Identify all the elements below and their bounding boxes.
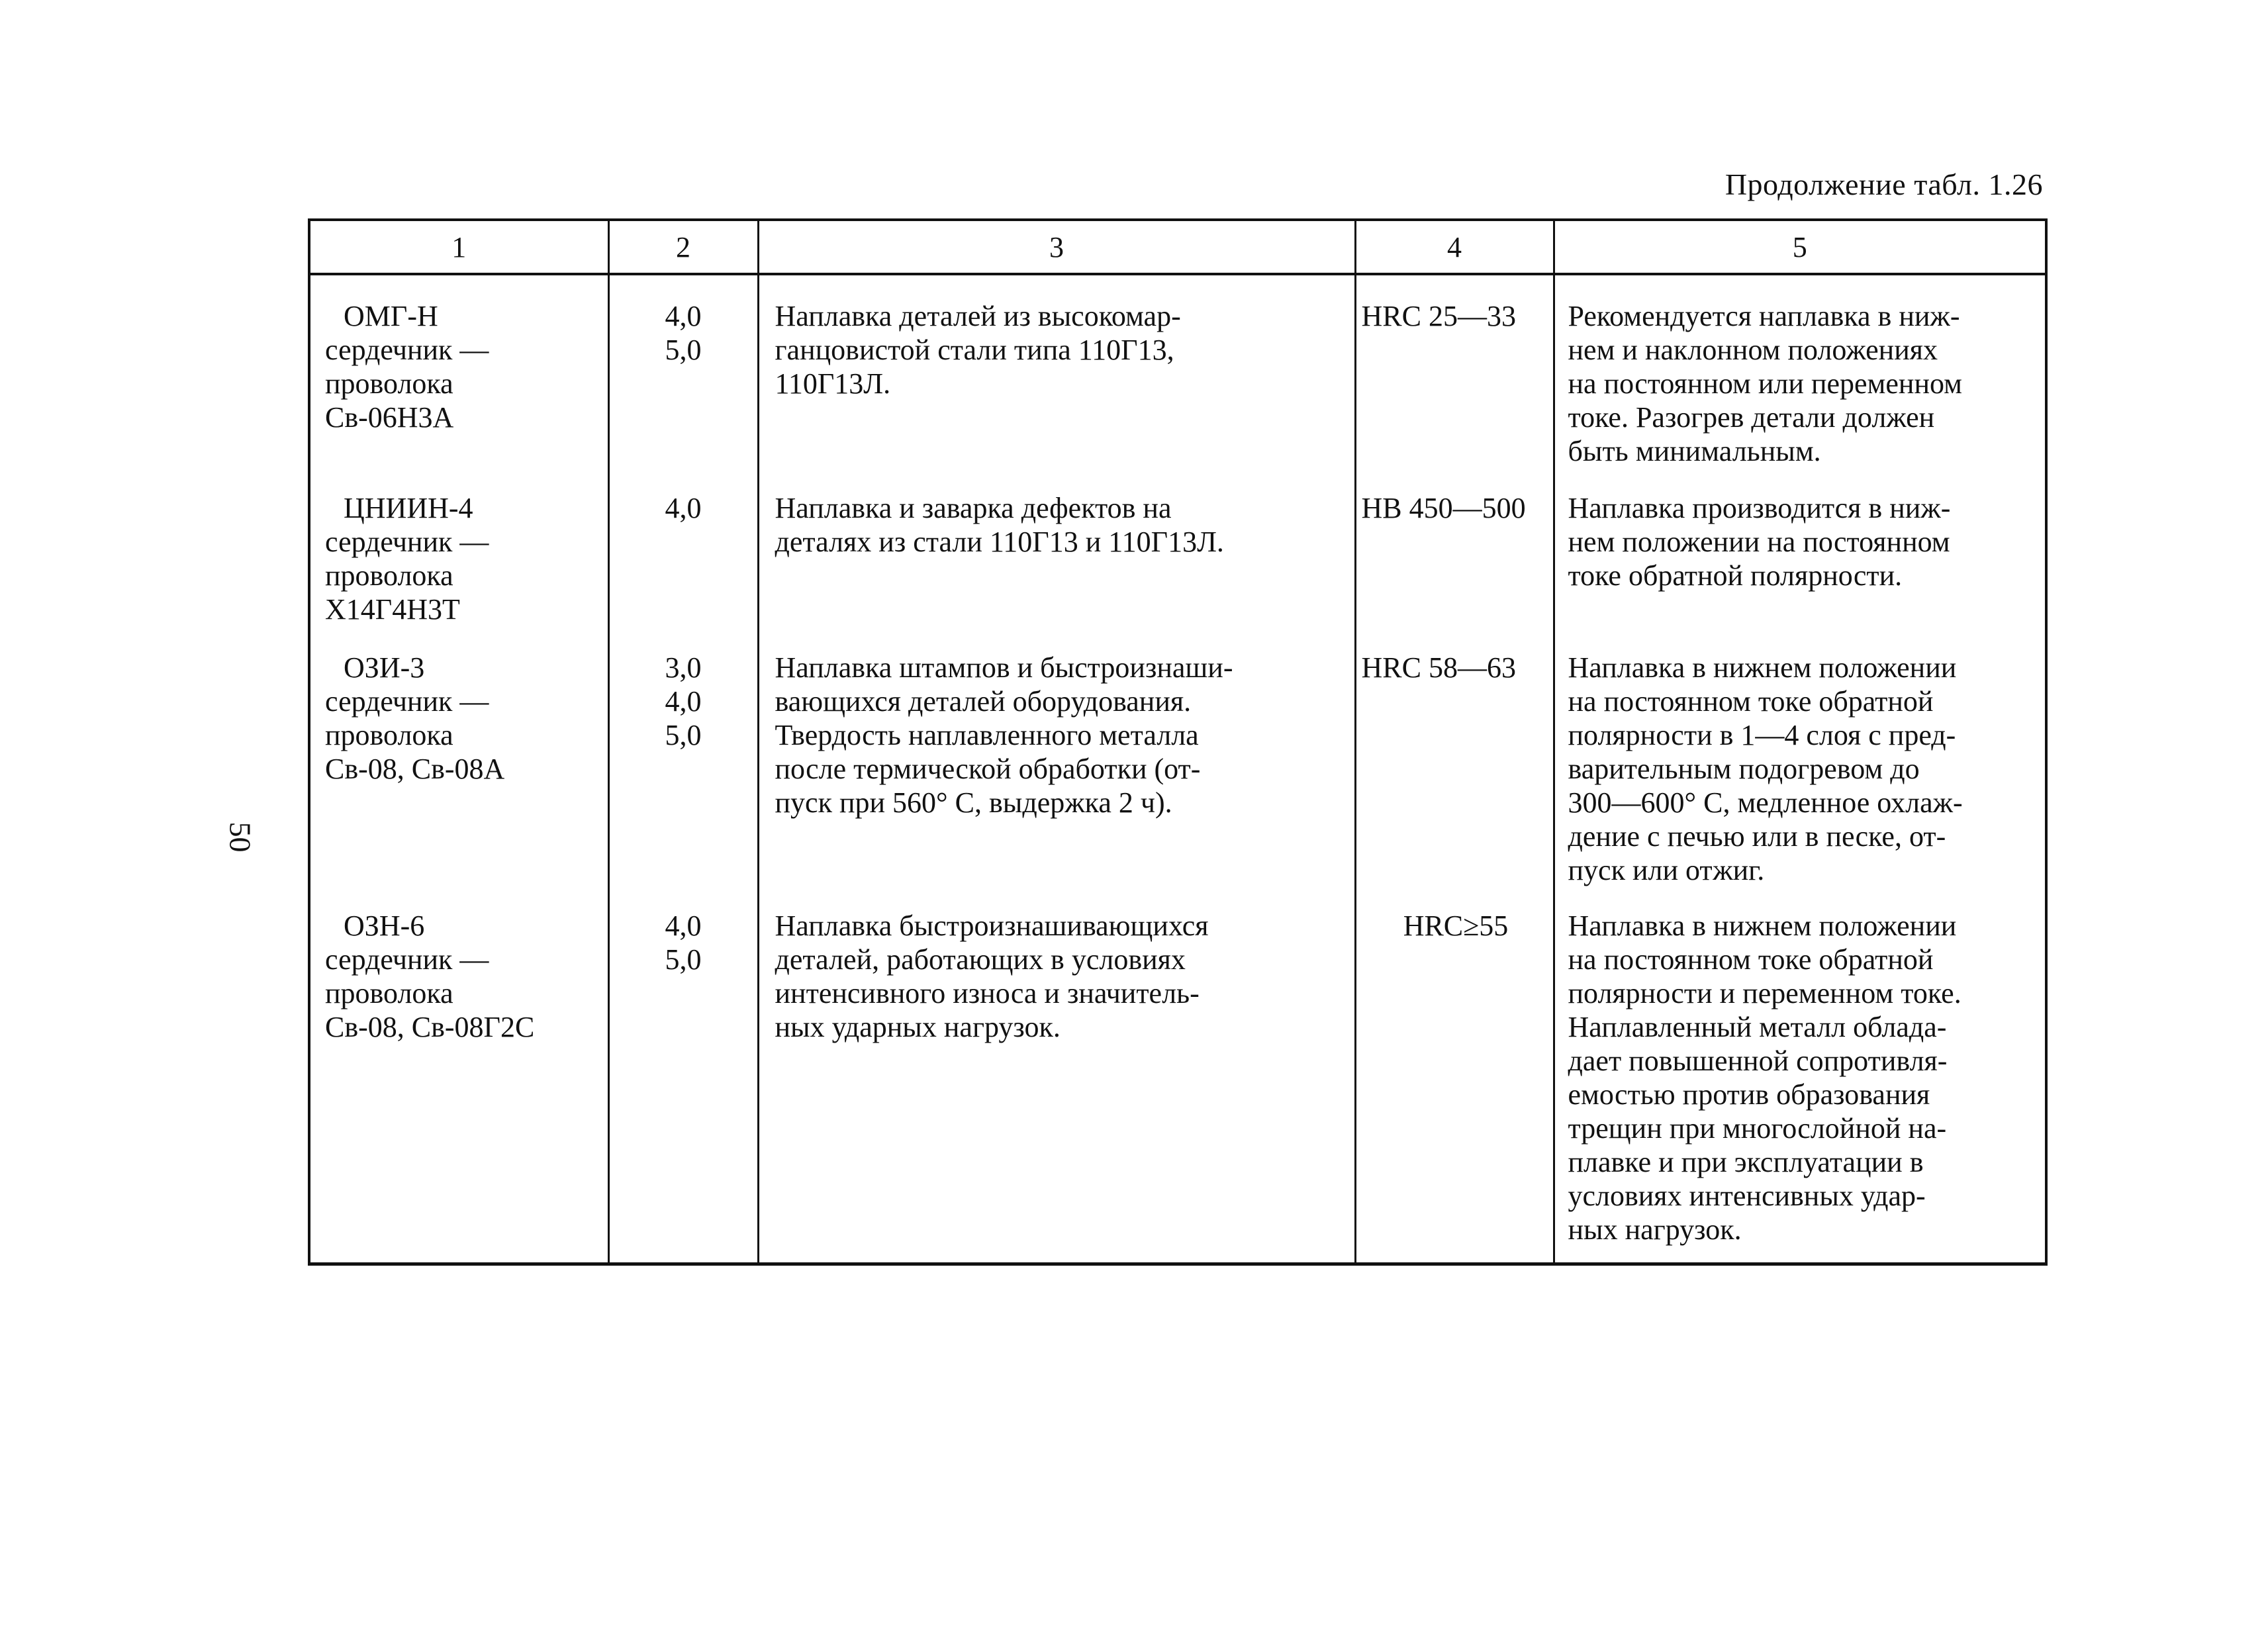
- purpose-line: Твердость наплавленного металла: [775, 719, 1199, 751]
- core-label: сердечник —: [325, 526, 489, 558]
- electrode-name: ОМГ-Н: [344, 300, 438, 332]
- core-label: сердечник —: [325, 685, 489, 718]
- note-line: Наплавленный металл облада-: [1568, 1011, 1947, 1043]
- table-row: [309, 651, 2046, 909]
- note-line: Наплавка в нижнем положении: [1568, 651, 1957, 684]
- electrode-name: ОЗИ-3: [344, 651, 425, 684]
- diameter-cell: [608, 274, 758, 491]
- electrode-name: ОЗН-6: [344, 910, 425, 942]
- notes-cell: [1554, 651, 2046, 909]
- note-line: 300—600° С, медленное охлаж-: [1568, 786, 1963, 819]
- diameter-value: 4,0: [665, 685, 702, 718]
- diameter-value: 3,0: [665, 651, 702, 684]
- electrode-table: [308, 218, 2048, 1266]
- wire-grade: Св-08, Св-08Г2С: [325, 1011, 535, 1043]
- purpose-line: Наплавка деталей из высокомар-: [775, 300, 1181, 332]
- core-label: сердечник —: [325, 943, 489, 976]
- note-line: дение с печью или в песке, от-: [1568, 820, 1946, 853]
- note-line: емостью против образования: [1568, 1078, 1930, 1111]
- wire-label: проволока: [325, 559, 453, 592]
- note-line: дает повышенной сопротивля-: [1568, 1045, 1948, 1077]
- purpose-line: Наплавка и заварка дефектов на: [775, 492, 1172, 524]
- purpose-line: 110Г13Л.: [775, 367, 891, 400]
- note-line: токе обратной полярности.: [1568, 559, 1903, 592]
- column-header: 1: [309, 220, 608, 274]
- electrode-name-cell: [309, 491, 608, 651]
- diameter-value: 5,0: [665, 719, 702, 751]
- wire-grade: Св-06Н3А: [325, 401, 454, 434]
- column-header: 4: [1355, 220, 1554, 274]
- hardness-cell: НВ 450—500: [1355, 491, 1554, 651]
- note-line: нем положении на постоянном: [1568, 526, 1950, 558]
- purpose-cell: [758, 909, 1355, 1264]
- diameter-value: 5,0: [665, 334, 702, 366]
- table-row: [309, 274, 2046, 491]
- diameter-value: 4,0: [665, 910, 702, 942]
- electrode-name-cell: [309, 651, 608, 909]
- purpose-line: Наплавка быстроизнашивающихся: [775, 910, 1209, 942]
- wire-grade: Св-08, Св-08А: [325, 753, 505, 785]
- core-label: сердечник —: [325, 334, 489, 366]
- note-line: токе. Разогрев детали должен: [1568, 401, 1935, 434]
- purpose-line: пуск при 560° С, выдержка 2 ч).: [775, 786, 1172, 819]
- column-header: 3: [758, 220, 1355, 274]
- table-row: [309, 909, 2046, 1264]
- purpose-line: вающихся деталей оборудования.: [775, 685, 1192, 718]
- purpose-cell: [758, 274, 1355, 491]
- hardness-cell: HRC 25—33: [1355, 274, 1554, 491]
- purpose-line: интенсивного износа и значитель-: [775, 977, 1200, 1009]
- purpose-cell: [758, 651, 1355, 909]
- wire-label: проволока: [325, 367, 453, 400]
- diameter-value: 5,0: [665, 943, 702, 976]
- electrode-name-cell: [309, 909, 608, 1264]
- note-line: плавке и при эксплуатации в: [1568, 1146, 1924, 1178]
- notes-cell: [1554, 909, 2046, 1264]
- page-number: 50: [223, 821, 258, 853]
- table-caption: Продолжение табл. 1.26: [1725, 167, 2043, 201]
- diameter-value: 4,0: [665, 300, 702, 332]
- note-line: полярности и переменном токе.: [1568, 977, 1961, 1009]
- purpose-line: деталей, работающих в условиях: [775, 943, 1186, 976]
- note-line: Наплавка производится в ниж-: [1568, 492, 1951, 524]
- wire-label: проволока: [325, 977, 453, 1009]
- diameter-cell: [608, 909, 758, 1264]
- note-line: на постоянном токе обратной: [1568, 685, 1934, 718]
- diameter-cell: [608, 651, 758, 909]
- purpose-line: Наплавка штампов и быстроизнаши-: [775, 651, 1233, 684]
- note-line: на постоянном токе обратной: [1568, 943, 1934, 976]
- diameter-cell: [608, 491, 758, 651]
- purpose-line: после термической обработки (от-: [775, 753, 1201, 785]
- purpose-cell: [758, 491, 1355, 651]
- note-line: нем и наклонном положениях: [1568, 334, 1938, 366]
- note-line: ных нагрузок.: [1568, 1213, 1742, 1246]
- note-line: варительным подогревом до: [1568, 753, 1920, 785]
- hardness-cell: HRC≥55: [1355, 909, 1554, 1264]
- electrode-name-cell: [309, 274, 608, 491]
- note-line: на постоянном или переменном: [1568, 367, 1963, 400]
- purpose-line: деталях из стали 110Г13 и 110Г13Л.: [775, 526, 1224, 558]
- note-line: трещин при многослойной на-: [1568, 1112, 1947, 1145]
- diameter-value: 4,0: [665, 492, 702, 524]
- column-header: 5: [1554, 220, 2046, 274]
- header-row: [309, 220, 2046, 274]
- notes-cell: [1554, 491, 2046, 651]
- purpose-line: ных ударных нагрузок.: [775, 1011, 1061, 1043]
- note-line: пуск или отжиг.: [1568, 854, 1765, 886]
- hardness-cell: HRC 58—63: [1355, 651, 1554, 909]
- note-line: условиях интенсивных удар-: [1568, 1180, 1926, 1212]
- wire-label: проволока: [325, 719, 453, 751]
- note-line: Рекомендуется наплавка в ниж-: [1568, 300, 1960, 332]
- electrode-name: ЦНИИН-4: [344, 492, 473, 524]
- table-row: [309, 491, 2046, 651]
- note-line: Наплавка в нижнем положении: [1568, 910, 1957, 942]
- purpose-line: ганцовистой стали типа 110Г13,: [775, 334, 1174, 366]
- notes-cell: [1554, 274, 2046, 491]
- column-header: 2: [608, 220, 758, 274]
- note-line: быть минимальным.: [1568, 435, 1821, 467]
- note-line: полярности в 1—4 слоя с пред-: [1568, 719, 1956, 751]
- wire-grade: Х14Г4Н3Т: [325, 593, 460, 626]
